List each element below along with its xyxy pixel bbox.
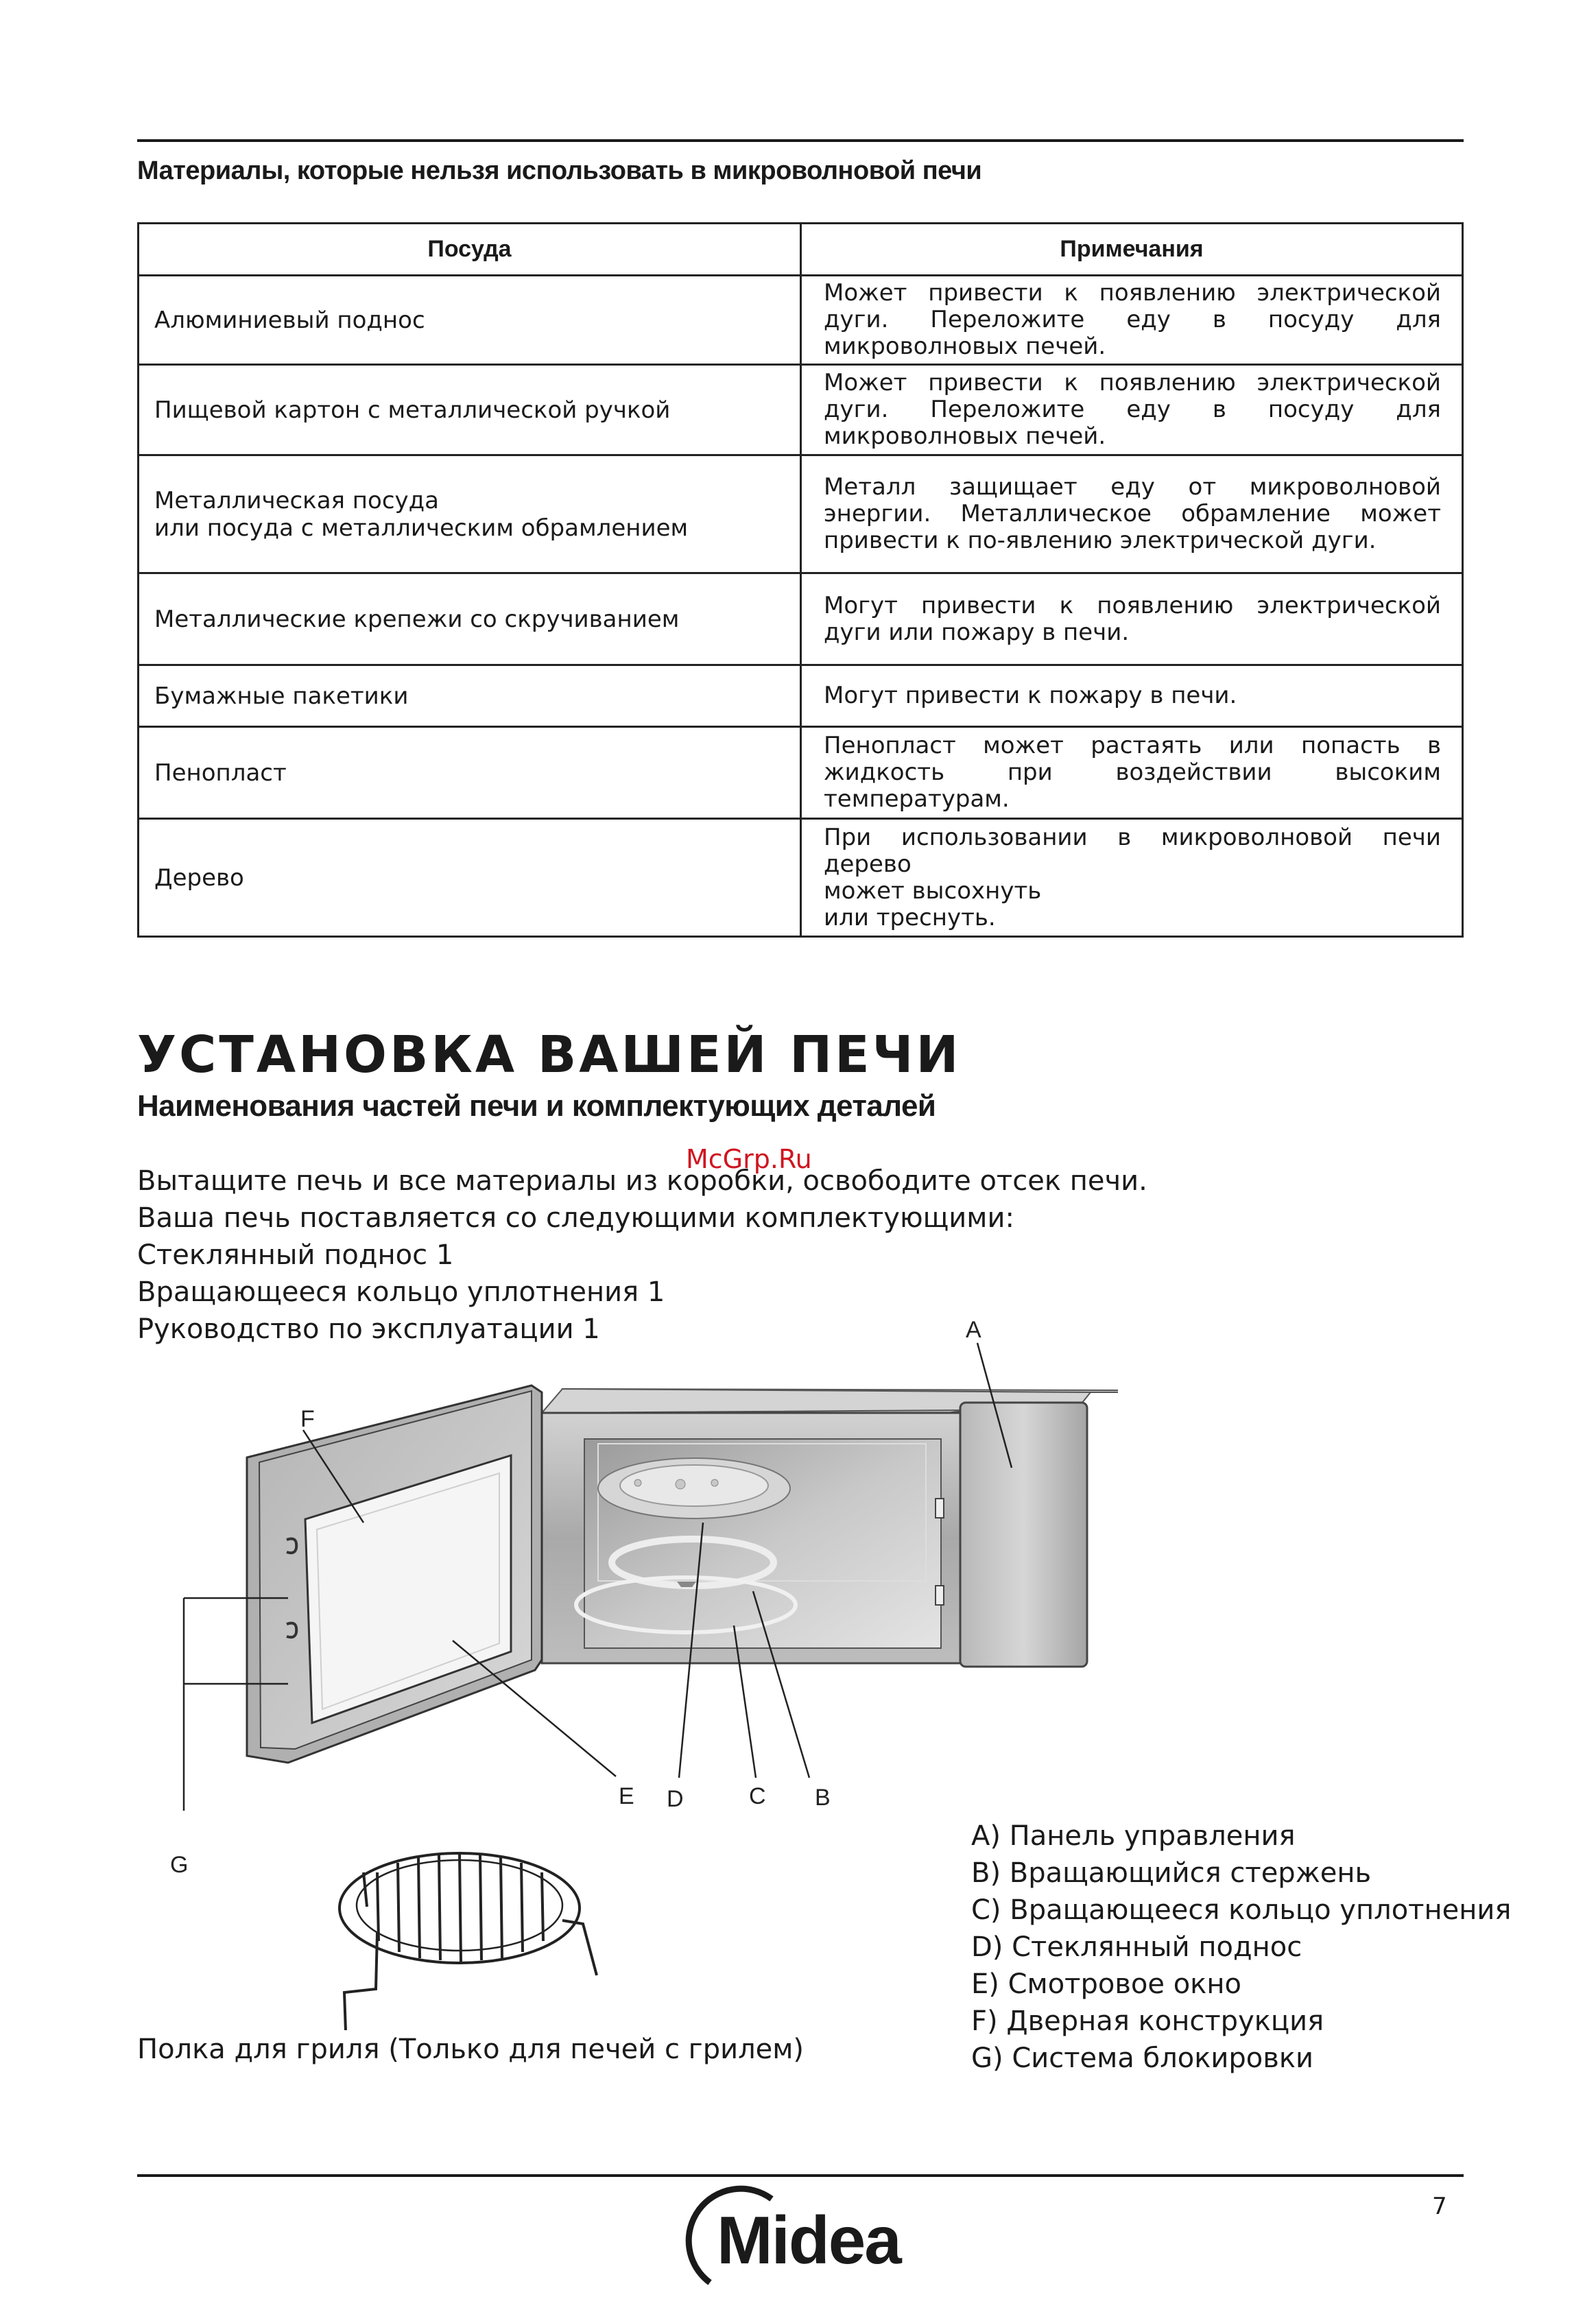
legend-item: F) Дверная конструкция	[971, 2005, 1324, 2037]
table-header-row	[139, 224, 1463, 276]
table-cell-note: Может привести к появлению электрической дуги. Переложите еду в посуду для микроволновых печей.	[801, 276, 1463, 365]
top-rule	[137, 139, 1464, 142]
intro-line: Вытащите печь и все материалы из коробки, освободите отсек печи.	[137, 1165, 1147, 1197]
column-header-notes: Примечания	[801, 224, 1463, 276]
installation-subtitle: Наименования частей печи и комплектующих деталей	[137, 1089, 936, 1123]
control-panel	[960, 1403, 1087, 1667]
callout-b: B	[815, 1785, 831, 1811]
grill-rack	[340, 1853, 597, 2030]
legend-item: A) Панель управления	[971, 1820, 1296, 1852]
callout-g: G	[170, 1852, 189, 1878]
parts-legend	[971, 1818, 1511, 2077]
legend-item: D) Стеклянный поднос	[971, 1931, 1302, 1963]
intro-line: Вращающееся кольцо уплотнения 1	[137, 1276, 665, 1308]
callout-c: C	[749, 1783, 766, 1809]
table-cell-item: Бумажные пакетики	[139, 665, 801, 727]
oven-door	[247, 1385, 542, 1763]
table-row	[139, 819, 1463, 937]
table-row	[139, 665, 1463, 727]
column-header-dishware: Посуда	[139, 224, 801, 276]
callout-a: A	[966, 1317, 981, 1343]
midea-logo	[669, 2180, 929, 2289]
legend-item: B) Вращающийся стержень	[971, 1857, 1372, 1889]
table-cell-item: Металлические крепежи со скручиванием	[139, 573, 801, 665]
callout-f: F	[300, 1406, 315, 1432]
materials-section-title: Материалы, которые нельзя использовать в микроволновой печи	[137, 156, 982, 185]
table-cell-item: Металлическая посуда или посуда с металлическим обрамлением	[139, 455, 801, 573]
table-row	[139, 573, 1463, 665]
table-row	[139, 727, 1463, 819]
legend-item: C) Вращающееся кольцо уплотнения	[971, 1894, 1512, 1926]
materials-table	[137, 222, 1464, 938]
table-cell-note: Может привести к появлению электрической дуги. Переложите еду в посуду для микроволновых печей.	[801, 365, 1463, 455]
intro-line: Ваша печь поставляется со следующими комплектующими:	[137, 1202, 1014, 1234]
table-cell-note: Пенопласт может растаять или попасть в жидкость при воздействии высоким температурам.	[801, 727, 1463, 819]
watermark-link[interactable]: McGrp.Ru	[686, 1144, 812, 1174]
callout-e: E	[619, 1783, 634, 1809]
installation-title: УСТАНОВКА ВАШЕЙ ПЕЧИ	[137, 1025, 962, 1084]
brand-name: Midea	[717, 2202, 901, 2278]
table-cell-item: Алюминиевый поднос	[139, 276, 801, 365]
table-row	[139, 276, 1463, 365]
oven-body	[542, 1389, 1118, 1667]
bottom-rule	[137, 2174, 1464, 2177]
legend-item: G) Система блокировки	[971, 2043, 1314, 2074]
intro-line: Руководство по эксплуатации 1	[137, 1313, 600, 1345]
table-row	[139, 365, 1463, 455]
legend-item: E) Смотровое окно	[971, 1968, 1241, 2000]
table-cell-note: Металл защищает еду от микроволновой энергии. Металлическое обрамление может привести к по-явлению электрической дуги.	[801, 455, 1463, 573]
page-number: 7	[1432, 2193, 1447, 2220]
table-cell-note: При использовании в микроволновой печи дерево может высохнуть или треснуть.	[801, 819, 1463, 937]
intro-line: Стеклянный поднос 1	[137, 1239, 454, 1271]
table-cell-item: Пищевой картон с металлической ручкой	[139, 365, 801, 455]
callout-d: D	[667, 1786, 684, 1812]
table-cell-item: Пенопласт	[139, 727, 801, 819]
table-cell-note: Могут привести к пожару в печи.	[801, 665, 1463, 727]
grill-rack-caption: Полка для гриля (Только для печей с грилем)	[137, 2034, 805, 2065]
table-row	[139, 455, 1463, 573]
table-cell-item: Дерево	[139, 819, 801, 937]
table-cell-note: Могут привести к появлению электрической дуги или пожару в печи.	[801, 573, 1463, 665]
